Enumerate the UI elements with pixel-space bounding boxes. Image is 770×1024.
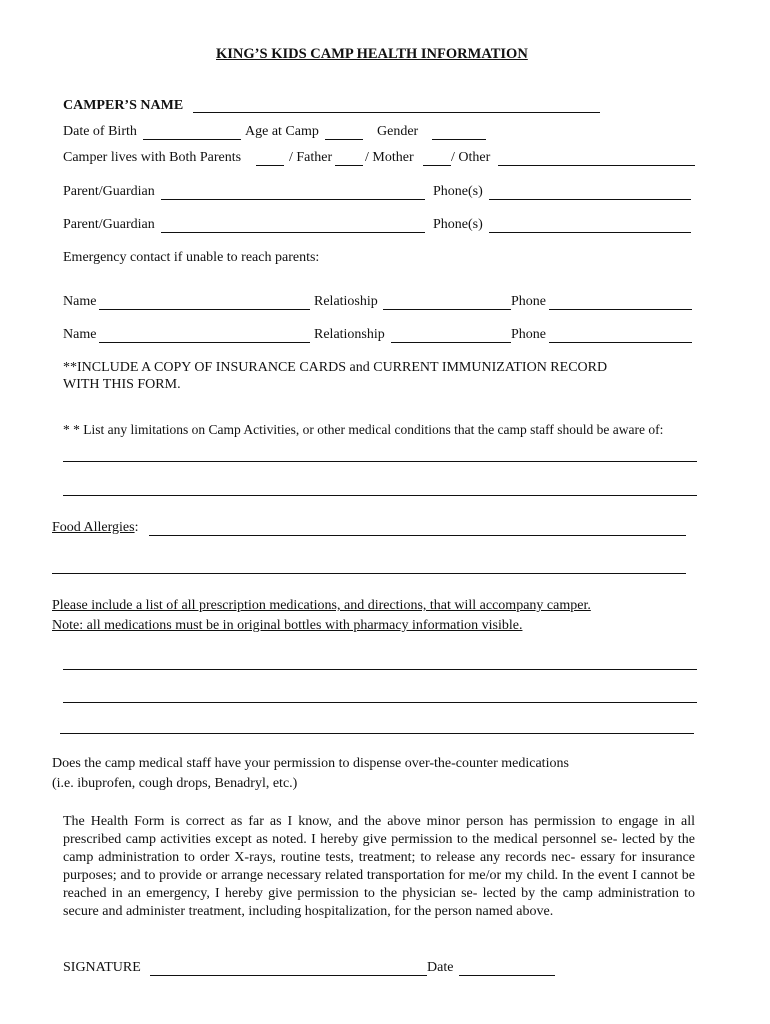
phone1-field[interactable] — [489, 199, 691, 200]
gender-label: Gender — [377, 124, 419, 139]
mother-field[interactable] — [423, 165, 451, 166]
otc-permission-line2: (i.e. ibuprofen, cough drops, Benadryl, etc.) — [52, 776, 298, 791]
parent1-label: Parent/Guardian — [63, 184, 155, 199]
parent1-field[interactable] — [161, 199, 425, 200]
emergency-label: Emergency contact if unable to reach parents: — [63, 250, 320, 265]
camper-name-field[interactable] — [193, 112, 600, 113]
phone2-label: Phone(s) — [433, 217, 483, 232]
medications-note-line1: Please include a list of all prescription medications, and directions, that will accompany camper. — [52, 598, 591, 613]
contact1-name-label: Name — [63, 294, 97, 309]
contact2-relationship-label: Relationship — [314, 327, 385, 342]
mother-label: / Mother — [365, 150, 414, 165]
signature-label: SIGNATURE — [63, 960, 141, 975]
contact1-relationship-field[interactable] — [383, 309, 511, 310]
medications-field-2[interactable] — [63, 702, 697, 703]
signature-field[interactable] — [150, 975, 427, 976]
consent-paragraph: The Health Form is correct as far as I know, and the above minor person has permission to engage in all prescribed camp activities except as noted. I hereby give permission to the medical personnel se- lected by the camp administration to order X-rays, routine tests, treatment; to release any records nec- essary for insurance purposes; and to provide or arrange necessary related transportation for me/or my child. In the event I cannot be reached in an emergency, I hereby give permission to the physician se- lected by the camp administration to secure and administer treatment, including hospitalization, for the person named above. — [63, 814, 695, 919]
form-title: KING’S KIDS CAMP HEALTH INFORMATION — [216, 46, 528, 62]
father-label: / Father — [289, 150, 333, 165]
limitations-field-1[interactable] — [63, 461, 697, 462]
contact1-phone-label: Phone — [511, 294, 546, 309]
age-label: Age at Camp — [245, 124, 319, 139]
dob-field[interactable] — [143, 139, 241, 140]
phone1-label: Phone(s) — [433, 184, 483, 199]
medications-note-line2: Note: all medications must be in original bottles with pharmacy information visible. — [52, 618, 523, 633]
contact2-phone-label: Phone — [511, 327, 546, 342]
phone2-field[interactable] — [489, 232, 691, 233]
parent2-field[interactable] — [161, 232, 425, 233]
limitations-field-2[interactable] — [63, 495, 697, 496]
limitations-label: * * List any limitations on Camp Activities, or other medical conditions that the camp staff should be aware of: — [63, 422, 664, 437]
medications-field-3[interactable] — [60, 733, 694, 734]
other-label: / Other — [451, 150, 491, 165]
contact2-phone-field[interactable] — [549, 342, 692, 343]
include-note-line1: **INCLUDE A COPY OF INSURANCE CARDS and CURRENT IMMUNIZATION RECORD — [63, 360, 608, 375]
medications-field-1[interactable] — [63, 669, 697, 670]
food-allergies-colon: : — [134, 520, 139, 535]
other-field[interactable] — [498, 165, 695, 166]
food-allergies-field-2[interactable] — [52, 573, 686, 574]
contact2-relationship-field[interactable] — [391, 342, 511, 343]
dob-label: Date of Birth — [63, 124, 137, 139]
camper-name-label: CAMPER’S NAME — [63, 98, 184, 113]
date-label: Date — [427, 960, 454, 975]
contact2-name-label: Name — [63, 327, 97, 342]
food-allergies-field-1[interactable] — [149, 535, 686, 536]
parent2-label: Parent/Guardian — [63, 217, 155, 232]
age-field[interactable] — [325, 139, 363, 140]
lives-with-label: Camper lives with Both Parents — [63, 150, 242, 165]
contact1-phone-field[interactable] — [549, 309, 692, 310]
gender-field[interactable] — [432, 139, 486, 140]
father-field[interactable] — [335, 165, 363, 166]
include-note-line2: WITH THIS FORM. — [63, 377, 181, 392]
food-allergies-label — [52, 519, 138, 537]
otc-permission-line1: Does the camp medical staff have your permission to dispense over-the-counter medications — [52, 756, 569, 771]
contact2-name-field[interactable] — [99, 342, 310, 343]
both-parents-field[interactable] — [256, 165, 284, 166]
date-field[interactable] — [459, 975, 555, 976]
contact1-relationship-label: Relatioship — [314, 294, 378, 309]
contact1-name-field[interactable] — [99, 309, 310, 310]
food-allergies-text: Food Allergies — [52, 520, 135, 535]
